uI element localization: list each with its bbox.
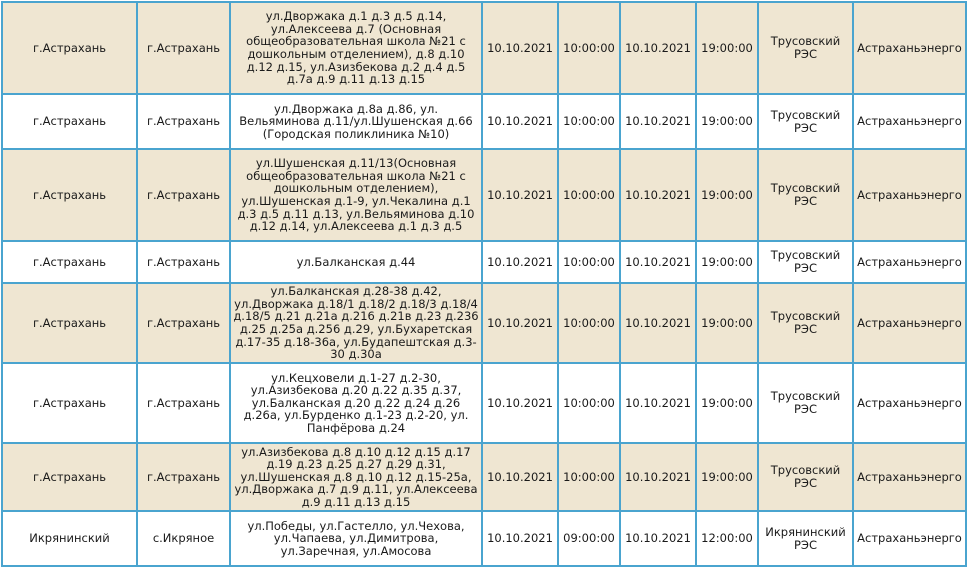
district-cell: Икрянинский [2, 511, 137, 566]
end-date-cell: 10.10.2021 [620, 363, 696, 443]
res-cell: Трусовский РЭС [758, 443, 853, 511]
table-row [2, 443, 966, 511]
end-date-cell: 10.10.2021 [620, 283, 696, 363]
res-cell: Икрянинский РЭС [758, 511, 853, 566]
locality-cell: г.Астрахань [137, 241, 230, 283]
company-cell: Астраханьэнерго [853, 283, 966, 363]
start-time-cell: 09:00:00 [558, 511, 620, 566]
locality-cell: г.Астрахань [137, 443, 230, 511]
start-date-cell: 10.10.2021 [482, 283, 558, 363]
company-cell: Астраханьэнерго [853, 511, 966, 566]
end-date-cell: 10.10.2021 [620, 94, 696, 149]
start-time-cell: 10:00:00 [558, 443, 620, 511]
address-cell: ул.Победы, ул.Гастелло, ул.Чехова, ул.Чапаева, ул.Димитрова, ул.Заречная, ул.Амосова [230, 511, 482, 566]
district-cell: г.Астрахань [2, 149, 137, 241]
company-cell: Астраханьэнерго [853, 241, 966, 283]
end-time-cell: 19:00:00 [696, 149, 758, 241]
start-time-cell: 10:00:00 [558, 94, 620, 149]
table-row [2, 149, 966, 241]
table-row [2, 94, 966, 149]
res-cell: Трусовский РЭС [758, 2, 853, 94]
district-cell: г.Астрахань [2, 2, 137, 94]
start-date-cell: 10.10.2021 [482, 149, 558, 241]
end-date-cell: 10.10.2021 [620, 511, 696, 566]
end-time-cell: 19:00:00 [696, 283, 758, 363]
address-cell: ул.Кецховели д.1-27 д.2-30, ул.Азизбекова д.20 д.22 д.35 д.37, ул.Балканская д.20 д.22 д.24 д.26 д.26а, ул.Бурденко д.1-23 д.2-20, ул. Панфёрова д.24 [230, 363, 482, 443]
start-time-cell: 10:00:00 [558, 149, 620, 241]
end-time-cell: 12:00:00 [696, 511, 758, 566]
start-date-cell: 10.10.2021 [482, 363, 558, 443]
end-date-cell: 10.10.2021 [620, 149, 696, 241]
end-date-cell: 10.10.2021 [620, 241, 696, 283]
start-date-cell: 10.10.2021 [482, 94, 558, 149]
table-row [2, 511, 966, 566]
table-row [2, 363, 966, 443]
locality-cell: с.Икряное [137, 511, 230, 566]
res-cell: Трусовский РЭС [758, 283, 853, 363]
outage-table [1, 1, 967, 567]
district-cell: г.Астрахань [2, 443, 137, 511]
end-time-cell: 19:00:00 [696, 2, 758, 94]
locality-cell: г.Астрахань [137, 149, 230, 241]
end-time-cell: 19:00:00 [696, 363, 758, 443]
locality-cell: г.Астрахань [137, 363, 230, 443]
address-cell: ул.Дворжака д.8а д.86, ул. Вельяминова д.11/ул.Шушенская д.66 (Городская поликлиника №10) [230, 94, 482, 149]
locality-cell: г.Астрахань [137, 2, 230, 94]
start-time-cell: 10:00:00 [558, 363, 620, 443]
company-cell: Астраханьэнерго [853, 443, 966, 511]
start-time-cell: 10:00:00 [558, 241, 620, 283]
locality-cell: г.Астрахань [137, 283, 230, 363]
end-time-cell: 19:00:00 [696, 241, 758, 283]
locality-cell: г.Астрахань [137, 94, 230, 149]
start-date-cell: 10.10.2021 [482, 2, 558, 94]
address-cell: ул.Шушенская д.11/13(Основная общеобразовательная школа №21 с дошкольным отделением), ул.Шушенская д.1-9, ул.Чекалина д.1 д.3 д.5 д.11 д.13, ул.Вельяминова д.10 д.12 д.14, ул.Алексеева д.1 д.3 д.5 [230, 149, 482, 241]
res-cell: Трусовский РЭС [758, 149, 853, 241]
end-date-cell: 10.10.2021 [620, 2, 696, 94]
end-time-cell: 19:00:00 [696, 443, 758, 511]
res-cell: Трусовский РЭС [758, 94, 853, 149]
address-cell: ул.Азизбекова д.8 д.10 д.12 д.15 д.17 д.19 д.23 д.25 д.27 д.29 д.31, ул.Шушенская д.8 д.10 д.12 д.15-25а, ул.Дворжака д.7 д.9 д.11, ул.Алексеева д.9 д.11 д.13 д.15 [230, 443, 482, 511]
district-cell: г.Астрахань [2, 94, 137, 149]
company-cell: Астраханьэнерго [853, 94, 966, 149]
start-time-cell: 10:00:00 [558, 283, 620, 363]
end-time-cell: 19:00:00 [696, 94, 758, 149]
start-time-cell: 10:00:00 [558, 2, 620, 94]
address-cell: ул.Балканская д.28-38 д.42, ул.Дворжака д.18/1 д.18/2 д.18/3 д.18/4 д.18/5 д.21 д.21а д.216 д.21в д.23 д.236 д.25 д.25а д.256 д.29, ул.Бухаретская д.17-35 д.18-36а, ул.Будапештская д.3-30 д.30а [230, 283, 482, 363]
start-date-cell: 10.10.2021 [482, 443, 558, 511]
company-cell: Астраханьэнерго [853, 2, 966, 94]
table-row [2, 2, 966, 94]
district-cell: г.Астрахань [2, 363, 137, 443]
res-cell: Трусовский РЭС [758, 363, 853, 443]
start-date-cell: 10.10.2021 [482, 511, 558, 566]
company-cell: Астраханьэнерго [853, 363, 966, 443]
district-cell: г.Астрахань [2, 241, 137, 283]
start-date-cell: 10.10.2021 [482, 241, 558, 283]
address-cell: ул.Дворжака д.1 д.3 д.5 д.14, ул.Алексеева д.7 (Основная общеобразовательная школа №21 с дошкольным отделением), д.8 д.10 д.12 д.15, ул.Азизбекова д.2 д.4 д.5 д.7а д.9 д.11 д.13 д.15 [230, 2, 482, 94]
end-date-cell: 10.10.2021 [620, 443, 696, 511]
company-cell: Астраханьэнерго [853, 149, 966, 241]
table-row [2, 241, 966, 283]
address-cell: ул.Балканская д.44 [230, 241, 482, 283]
res-cell: Трусовский РЭС [758, 241, 853, 283]
table-row [2, 283, 966, 363]
district-cell: г.Астрахань [2, 283, 137, 363]
